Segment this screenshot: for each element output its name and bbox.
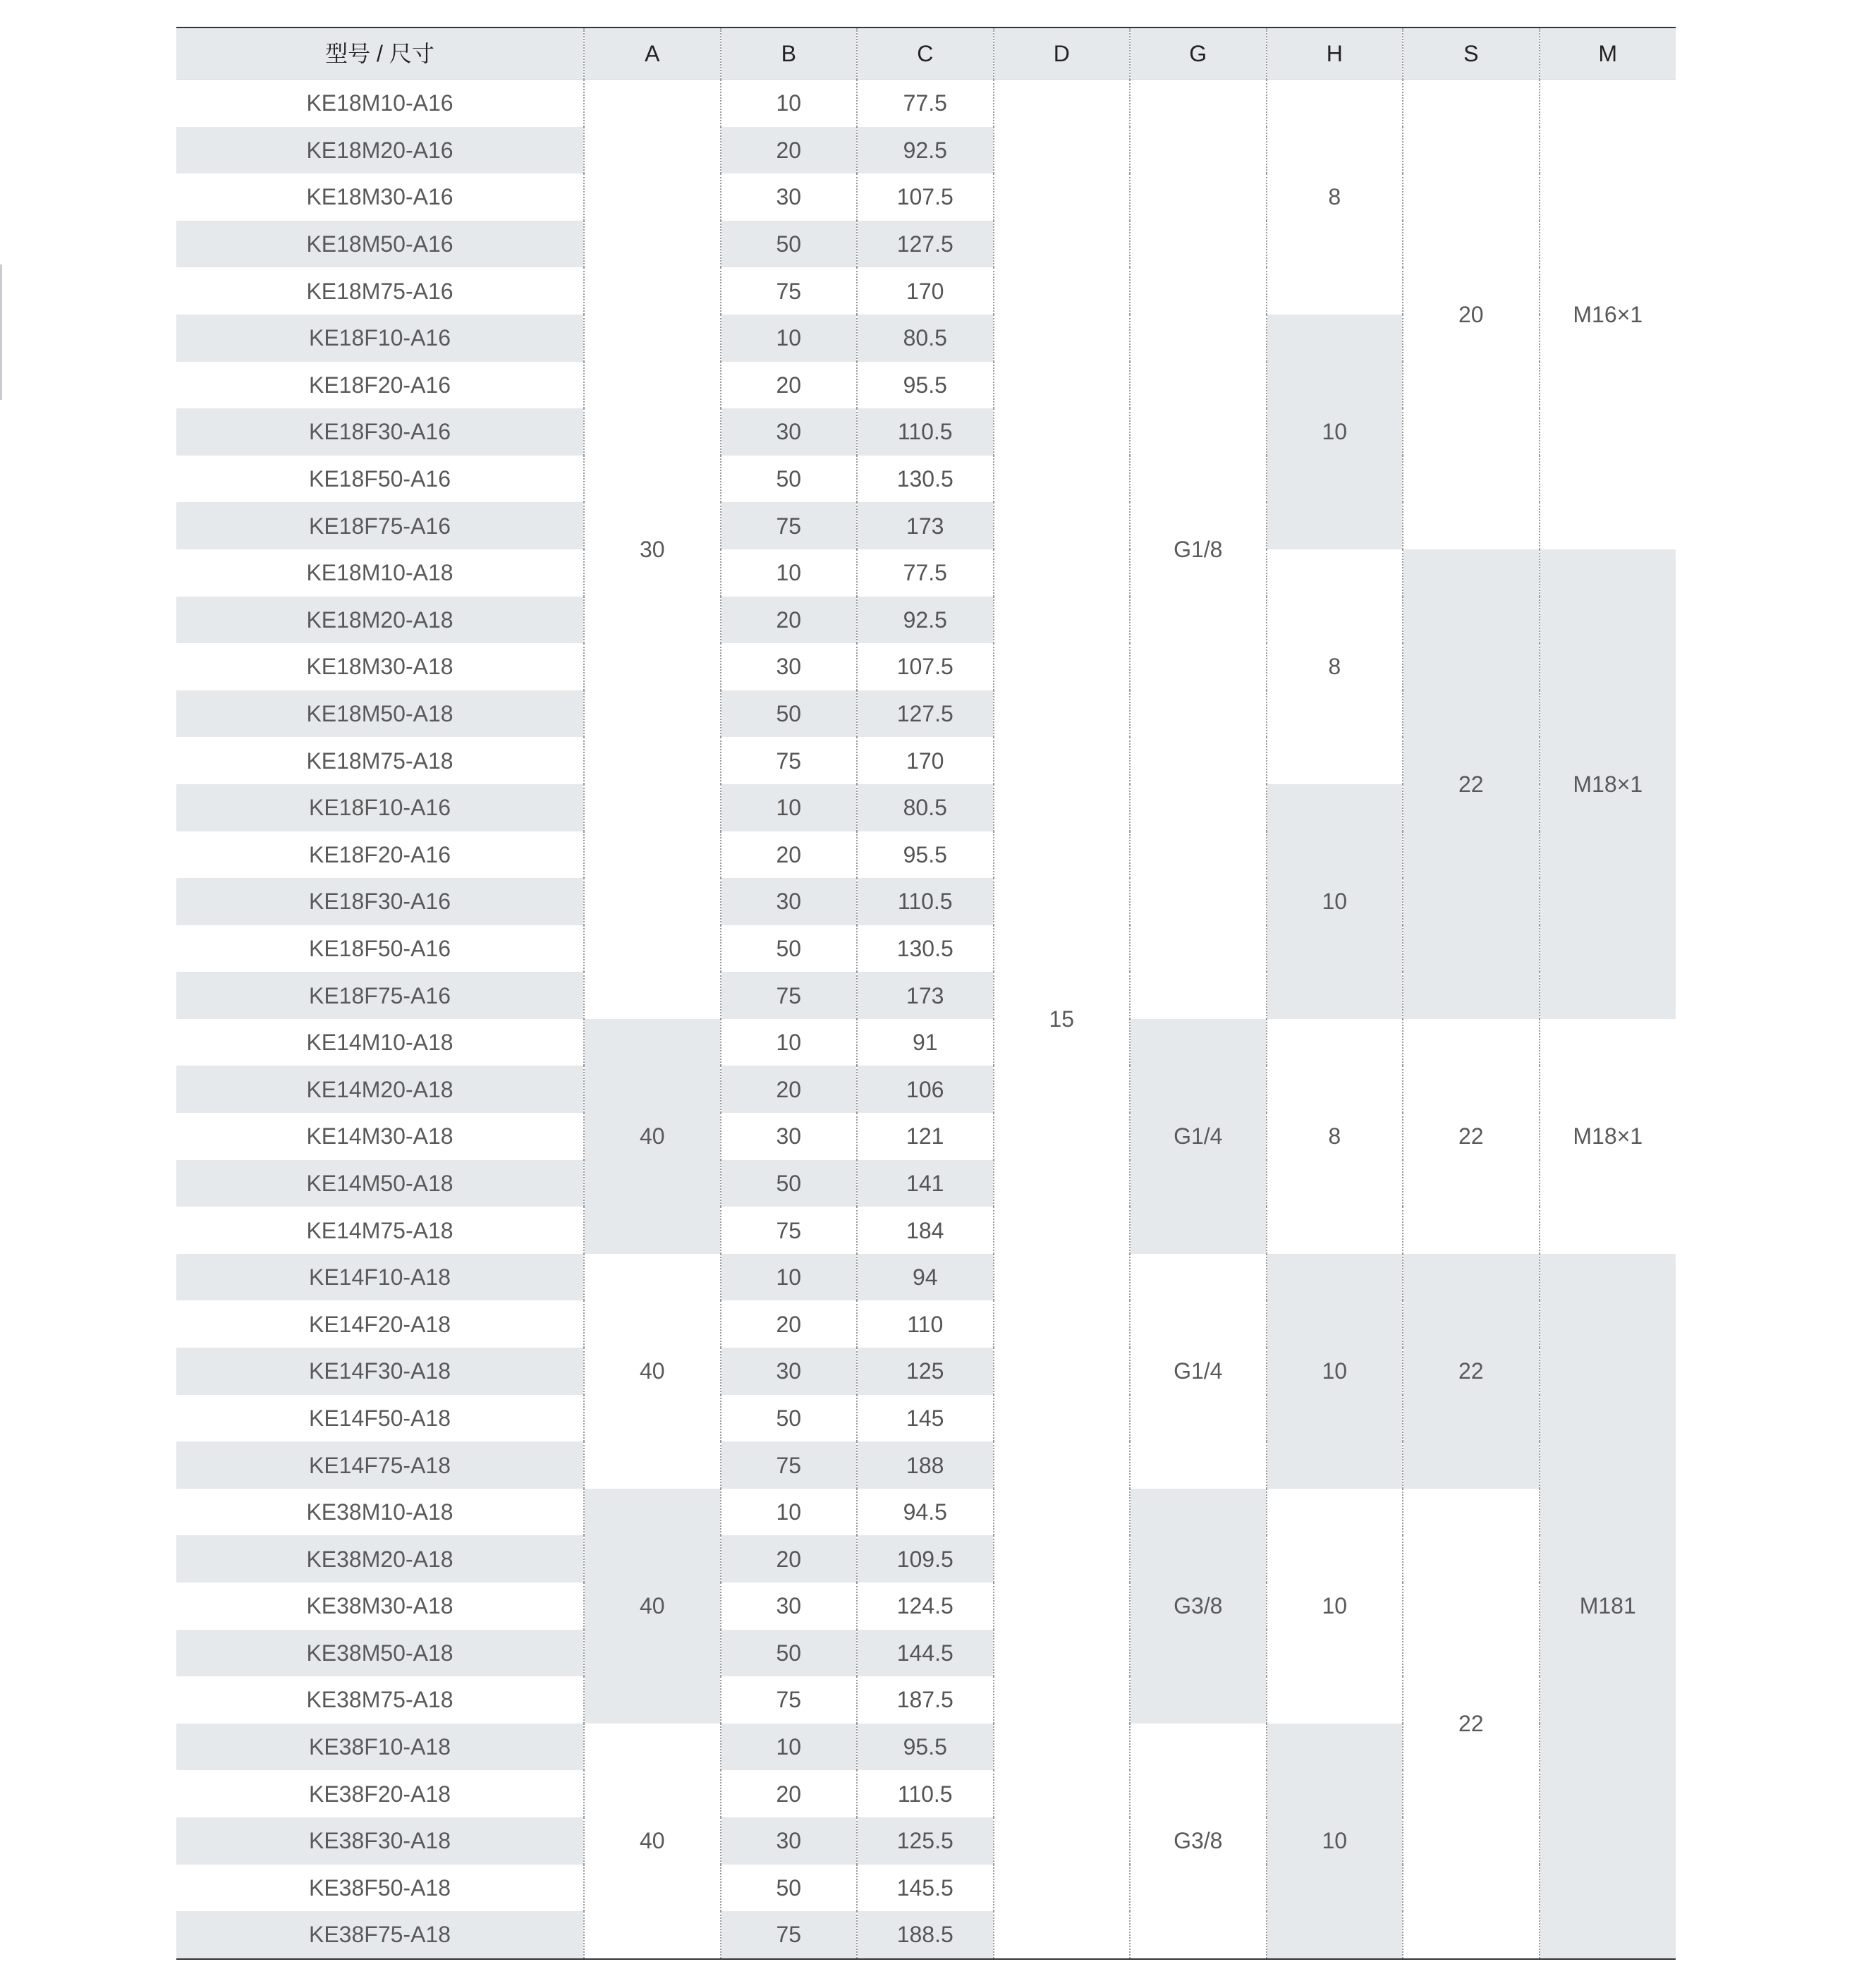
table-row	[176, 1489, 1676, 1536]
table-row	[176, 1019, 1676, 1066]
model-cell: KE14F75-A18	[176, 1441, 584, 1489]
merged-cell-m: M181	[1540, 1254, 1676, 1959]
cell-c: 170	[857, 267, 994, 315]
table-row	[176, 80, 1676, 127]
cell-b: 75	[721, 972, 858, 1019]
merged-cell-s: 22	[1403, 549, 1540, 1019]
merged-cell-g: G3/8	[1130, 1724, 1267, 1959]
cell-b: 10	[721, 80, 858, 127]
cell-b: 75	[721, 1911, 858, 1959]
cell-b: 75	[721, 1676, 858, 1724]
cell-b: 10	[721, 784, 858, 831]
cell-b: 10	[721, 1489, 858, 1536]
model-cell: KE18M20-A18	[176, 597, 584, 644]
header-g: G	[1130, 28, 1267, 80]
model-cell: KE18F30-A16	[176, 408, 584, 456]
model-cell: KE38F50-A18	[308, 1874, 451, 1901]
model-cell: KE38M75-A18	[306, 1687, 453, 1713]
cell-b: 30	[721, 1113, 858, 1160]
cell-b: 75	[721, 1207, 858, 1254]
cell-b: 20	[721, 1535, 858, 1583]
merged-cell-h: 8	[1267, 80, 1403, 315]
cell-b: 30	[721, 173, 858, 221]
cell-b: 20	[721, 597, 858, 644]
merged-cell-h: 10	[1267, 784, 1403, 1019]
merged-cell-h: 8	[1267, 1019, 1403, 1254]
cell-c: 77.5	[857, 80, 994, 127]
cell-b: 20	[721, 1066, 858, 1113]
cell-c: 106	[857, 1066, 994, 1113]
cell-c: 95.5	[857, 831, 994, 879]
merged-cell-a: 30	[584, 80, 721, 1019]
cell-b: 50	[721, 221, 858, 268]
merged-cell-g: G1/4	[1130, 1254, 1267, 1489]
merged-cell-d: 15	[994, 80, 1131, 1959]
merged-cell-a: 40	[584, 1254, 721, 1489]
cell-c: 127.5	[857, 221, 994, 268]
cell-c: 144.5	[857, 1630, 994, 1677]
cell-c: 80.5	[857, 784, 994, 831]
cell-c: 125.5	[857, 1817, 994, 1865]
cell-c: 95.5	[857, 362, 994, 409]
merged-cell-a: 40	[584, 1489, 721, 1724]
model-cell: KE38F30-A18	[176, 1817, 584, 1865]
model-cell: KE14M50-A18	[176, 1160, 584, 1207]
cell-c: 91	[857, 1019, 994, 1066]
cell-b: 50	[721, 1395, 858, 1442]
cell-b: 10	[721, 1724, 858, 1771]
model-cell: KE14F30-A18	[176, 1348, 584, 1395]
model-cell: KE38F10-A18	[176, 1724, 584, 1771]
cell-b: 50	[721, 1630, 858, 1677]
model-cell: KE14M10-A18	[306, 1030, 453, 1056]
cell-c: 92.5	[857, 127, 994, 174]
cell-c: 130.5	[857, 925, 994, 972]
model-cell: KE38F20-A18	[308, 1781, 451, 1807]
merged-cell-m: M18×1	[1540, 549, 1676, 1019]
merged-cell-s: 20	[1403, 80, 1540, 549]
model-cell: KE18F50-A16	[308, 935, 451, 961]
cell-b: 20	[721, 1770, 858, 1817]
cell-c: 110.5	[857, 408, 994, 456]
model-cell: KE14M20-A18	[176, 1066, 584, 1113]
model-cell: KE18M75-A16	[306, 278, 453, 304]
cell-c: 94	[857, 1254, 994, 1301]
cell-c: 141	[857, 1160, 994, 1207]
cell-c: 173	[857, 502, 994, 549]
cell-b: 50	[721, 690, 858, 738]
model-cell: KE14F20-A18	[308, 1311, 451, 1337]
cell-c: 121	[857, 1113, 994, 1160]
merged-cell-g: G1/8	[1130, 80, 1267, 1019]
cell-b: 30	[721, 643, 858, 690]
cell-c: 110.5	[857, 1770, 994, 1817]
merged-cell-m: M16×1	[1540, 80, 1676, 549]
cell-c: 77.5	[857, 549, 994, 597]
merged-cell-g: G3/8	[1130, 1489, 1267, 1724]
header-b: B	[721, 28, 858, 80]
table-row	[176, 549, 1676, 597]
cell-b: 20	[721, 127, 858, 174]
model-cell: KE18F75-A16	[176, 502, 584, 549]
cell-b: 10	[721, 1254, 858, 1301]
header-h: H	[1267, 28, 1403, 80]
cell-c: 187.5	[857, 1676, 994, 1724]
cell-c: 170	[857, 737, 994, 784]
cell-c: 110	[857, 1300, 994, 1348]
merged-cell-h: 8	[1267, 549, 1403, 784]
cell-b: 50	[721, 456, 858, 503]
model-cell: KE18M10-A18	[306, 560, 453, 586]
merged-cell-s: 22	[1403, 1019, 1540, 1254]
cell-b: 50	[721, 1865, 858, 1912]
cell-c: 107.5	[857, 173, 994, 221]
header-c: C	[857, 28, 994, 80]
cell-c: 110.5	[857, 878, 994, 925]
merged-cell-g: G1/4	[1130, 1019, 1267, 1254]
cell-c: 94.5	[857, 1489, 994, 1536]
header-row	[176, 28, 1676, 80]
cell-b: 20	[721, 1300, 858, 1348]
cell-c: 124.5	[857, 1583, 994, 1630]
table-body	[176, 80, 1676, 1959]
cell-b: 30	[721, 1583, 858, 1630]
merged-cell-s: 22	[1403, 1254, 1540, 1489]
page-edge-marker	[0, 264, 2, 400]
header-d: D	[994, 28, 1131, 80]
merged-cell-h: 10	[1267, 1489, 1403, 1724]
table-row	[176, 1254, 1676, 1301]
cell-c: 188	[857, 1441, 994, 1489]
cell-c: 125	[857, 1348, 994, 1395]
model-cell: KE14F10-A18	[176, 1254, 584, 1301]
cell-c: 184	[857, 1207, 994, 1254]
cell-c: 188.5	[857, 1911, 994, 1959]
cell-b: 10	[721, 1019, 858, 1066]
spec-table	[176, 27, 1676, 1960]
cell-b: 50	[721, 1160, 858, 1207]
model-cell: KE18F75-A16	[176, 972, 584, 1019]
merged-cell-a: 40	[584, 1724, 721, 1959]
cell-c: 109.5	[857, 1535, 994, 1583]
model-cell: KE18F20-A16	[308, 841, 451, 867]
model-cell: KE18M50-A16	[176, 221, 584, 268]
model-cell: KE18F30-A16	[176, 878, 584, 925]
merged-cell-h: 10	[1267, 315, 1403, 549]
cell-b: 30	[721, 1348, 858, 1395]
model-cell: KE18M30-A16	[306, 184, 453, 210]
header-m: M	[1540, 28, 1676, 80]
model-cell: KE18F50-A16	[308, 466, 451, 492]
model-cell: KE14F50-A18	[308, 1405, 451, 1431]
cell-c: 130.5	[857, 456, 994, 503]
cell-b: 75	[721, 267, 858, 315]
cell-b: 30	[721, 408, 858, 456]
cell-c: 127.5	[857, 690, 994, 738]
model-cell: KE38F75-A18	[176, 1911, 584, 1959]
cell-b: 75	[721, 502, 858, 549]
cell-b: 20	[721, 362, 858, 409]
model-cell: KE14M75-A18	[306, 1217, 453, 1243]
cell-c: 80.5	[857, 315, 994, 362]
cell-b: 50	[721, 925, 858, 972]
model-cell: KE38M50-A18	[176, 1630, 584, 1677]
cell-c: 107.5	[857, 643, 994, 690]
model-cell: KE18M75-A18	[306, 748, 453, 774]
cell-c: 173	[857, 972, 994, 1019]
cell-b: 10	[721, 549, 858, 597]
cell-b: 75	[721, 737, 858, 784]
cell-c: 92.5	[857, 597, 994, 644]
merged-cell-m: M18×1	[1540, 1019, 1676, 1254]
cell-b: 30	[721, 1817, 858, 1865]
merged-cell-h: 10	[1267, 1724, 1403, 1959]
model-cell: KE18M10-A16	[306, 90, 453, 116]
cell-c: 145.5	[857, 1865, 994, 1912]
cell-b: 75	[721, 1441, 858, 1489]
model-cell: KE18F10-A16	[176, 784, 584, 831]
model-cell: KE18M50-A18	[176, 690, 584, 738]
model-cell: KE18F20-A16	[308, 372, 451, 398]
header-model: 型号 / 尺寸	[176, 28, 584, 80]
merged-cell-a: 40	[584, 1019, 721, 1254]
model-cell: KE18F10-A16	[176, 315, 584, 362]
merged-cell-h: 10	[1267, 1254, 1403, 1489]
cell-b: 30	[721, 878, 858, 925]
model-cell: KE38M30-A18	[306, 1593, 453, 1619]
merged-cell-s: 22	[1403, 1489, 1540, 1959]
model-cell: KE18M30-A18	[306, 654, 453, 680]
model-cell: KE38M20-A18	[176, 1535, 584, 1583]
header-s: S	[1403, 28, 1540, 80]
model-cell: KE38M10-A18	[306, 1499, 453, 1525]
model-cell: KE14M30-A18	[306, 1123, 453, 1149]
cell-b: 10	[721, 315, 858, 362]
cell-c: 145	[857, 1395, 994, 1442]
header-a: A	[584, 28, 721, 80]
cell-c: 95.5	[857, 1724, 994, 1771]
model-cell: KE18M20-A16	[176, 127, 584, 174]
cell-b: 20	[721, 831, 858, 879]
